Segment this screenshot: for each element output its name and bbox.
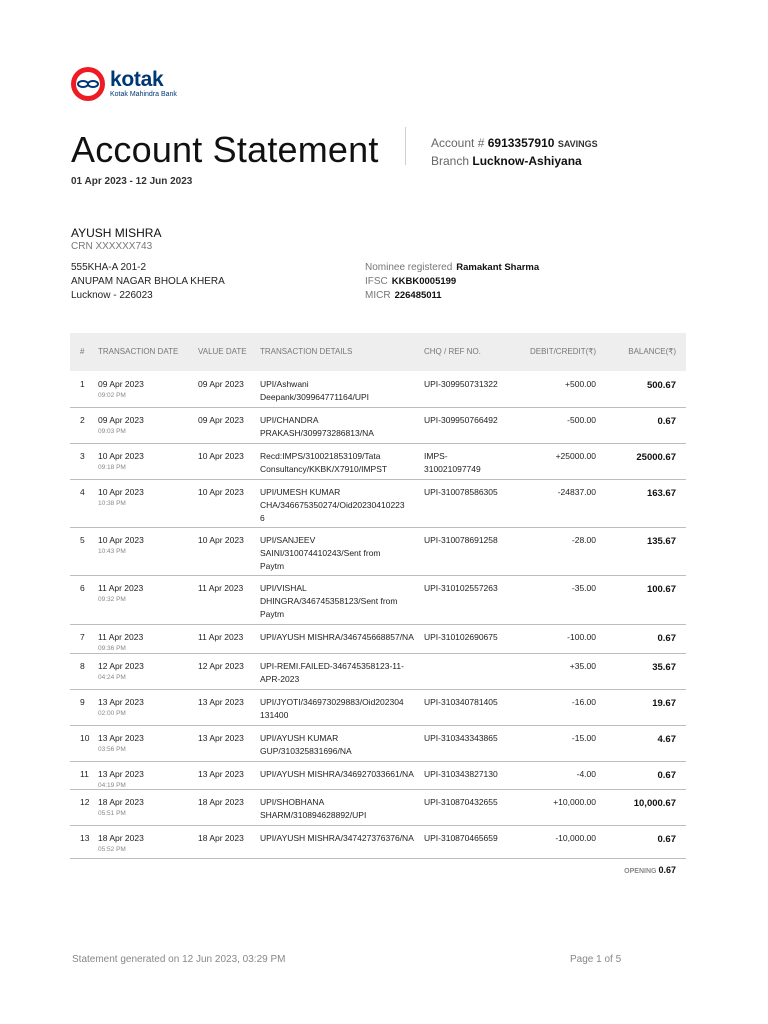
details-line: DHINGRA/346745358123/Sent from bbox=[260, 596, 398, 606]
account-info bbox=[431, 136, 598, 150]
ref-number bbox=[424, 582, 498, 595]
ref-number bbox=[424, 696, 498, 709]
value-date: 13 Apr 2023 bbox=[198, 769, 244, 779]
bank-logo bbox=[71, 67, 177, 101]
table-row bbox=[70, 689, 686, 726]
transaction-date-text: 13 Apr 2023 bbox=[98, 769, 144, 779]
value-date: 11 Apr 2023 bbox=[198, 632, 244, 642]
header-divider bbox=[405, 127, 406, 165]
col-header-ref: CHQ / REF NO. bbox=[424, 347, 481, 356]
transaction-time: 02:00 PM bbox=[98, 710, 126, 717]
branch-label: Branch bbox=[431, 154, 470, 168]
transaction-details bbox=[260, 796, 424, 822]
transaction-date bbox=[98, 378, 144, 400]
ref-line: UPI-310102690675 bbox=[424, 632, 498, 642]
col-header-transaction-date: TRANSACTION DATE bbox=[98, 347, 179, 356]
micr-info bbox=[365, 290, 442, 301]
transaction-details bbox=[260, 534, 424, 573]
details-line: CHA/346675350274/Oid20230410223 bbox=[260, 500, 405, 510]
transaction-date-text: 12 Apr 2023 bbox=[98, 661, 144, 671]
transaction-date bbox=[98, 732, 144, 754]
row-number: 4 bbox=[80, 487, 85, 497]
debit-credit-amount: +500.00 bbox=[565, 379, 596, 389]
statement-period: 01 Apr 2023 - 12 Jun 2023 bbox=[71, 176, 193, 187]
value-date: 18 Apr 2023 bbox=[198, 797, 244, 807]
details-line: UPI/AYUSH KUMAR bbox=[260, 733, 339, 743]
details-line: Recd:IMPS/310021853109/Tata bbox=[260, 451, 381, 461]
ref-line: UPI-310340781405 bbox=[424, 697, 498, 707]
transaction-details bbox=[260, 582, 424, 621]
ref-line: 310021097749 bbox=[424, 464, 481, 474]
debit-credit-amount: -15.00 bbox=[571, 733, 596, 743]
value-date: 10 Apr 2023 bbox=[198, 487, 244, 497]
details-line: 131400 bbox=[260, 710, 289, 720]
ref-number bbox=[424, 450, 481, 476]
table-row bbox=[70, 407, 686, 444]
ref-number bbox=[424, 378, 498, 391]
row-number: 6 bbox=[80, 583, 85, 593]
ref-line: IMPS- bbox=[424, 451, 448, 461]
transaction-date bbox=[98, 534, 144, 556]
balance-amount: 0.67 bbox=[657, 770, 676, 781]
ref-number bbox=[424, 631, 498, 644]
details-line: UPI/VISHAL bbox=[260, 583, 307, 593]
ref-line: UPI-310078691258 bbox=[424, 535, 498, 545]
value-date: 10 Apr 2023 bbox=[198, 535, 244, 545]
row-number: 3 bbox=[80, 451, 85, 461]
transaction-date-text: 13 Apr 2023 bbox=[98, 697, 144, 707]
row-number: 7 bbox=[80, 632, 85, 642]
balance-amount: 4.67 bbox=[657, 734, 676, 745]
table-header bbox=[70, 333, 686, 371]
account-type: SAVINGS bbox=[557, 139, 598, 149]
transaction-time: 04:24 PM bbox=[98, 674, 126, 681]
table-row bbox=[70, 624, 686, 654]
balance-amount: 19.67 bbox=[652, 698, 676, 709]
page-title: Account Statement bbox=[71, 129, 379, 170]
details-line: Consultancy/KKBK/X7910/IMPST bbox=[260, 464, 388, 474]
debit-credit-amount: +10,000.00 bbox=[553, 797, 596, 807]
col-header-value-date: VALUE DATE bbox=[198, 347, 247, 356]
table-row bbox=[70, 725, 686, 762]
details-line: Paytm bbox=[260, 609, 285, 619]
table-row bbox=[70, 479, 686, 528]
transaction-date bbox=[98, 486, 144, 508]
opening-balance bbox=[624, 865, 676, 875]
debit-credit-amount: -24837.00 bbox=[557, 487, 596, 497]
details-line: SAINI/310074410243/Sent from bbox=[260, 548, 381, 558]
transaction-date bbox=[98, 631, 143, 653]
transaction-details bbox=[260, 414, 424, 440]
transaction-time: 04:19 PM bbox=[98, 782, 126, 789]
value-date: 13 Apr 2023 bbox=[198, 697, 244, 707]
ifsc-label: IFSC bbox=[365, 276, 388, 287]
page-indicator: Page 1 of 5 bbox=[570, 954, 622, 965]
table-row bbox=[70, 761, 686, 790]
transaction-time: 10:43 PM bbox=[98, 548, 126, 555]
balance-amount: 10,000.67 bbox=[633, 798, 676, 809]
transaction-date-text: 13 Apr 2023 bbox=[98, 733, 144, 743]
row-number: 8 bbox=[80, 661, 85, 671]
ref-line: UPI-309950766492 bbox=[424, 415, 498, 425]
row-number: 2 bbox=[80, 415, 85, 425]
value-date: 18 Apr 2023 bbox=[198, 833, 244, 843]
balance-amount: 0.67 bbox=[657, 416, 676, 427]
row-number: 12 bbox=[80, 797, 90, 807]
value-date: 13 Apr 2023 bbox=[198, 733, 244, 743]
ifsc-value: KKBK0005199 bbox=[391, 276, 457, 287]
transaction-details bbox=[260, 450, 424, 476]
branch-info bbox=[431, 154, 582, 168]
ref-number bbox=[424, 486, 498, 499]
debit-credit-amount: -35.00 bbox=[571, 583, 596, 593]
debit-credit-amount: -28.00 bbox=[571, 535, 596, 545]
details-line: UPI/CHANDRA bbox=[260, 415, 319, 425]
debit-credit-amount: -10,000.00 bbox=[555, 833, 596, 843]
table-row bbox=[70, 653, 686, 690]
balance-amount: 25000.67 bbox=[636, 452, 676, 463]
debit-credit-amount: -16.00 bbox=[571, 697, 596, 707]
transaction-date-text: 11 Apr 2023 bbox=[98, 583, 144, 593]
table-row bbox=[70, 789, 686, 826]
details-line: UPI/JYOTI/346973029883/Oid202304 bbox=[260, 697, 404, 707]
opening-label: OPENING bbox=[624, 868, 657, 875]
details-line: UPI-REMI.FAILED-346745358123-11- bbox=[260, 661, 404, 671]
value-date: 09 Apr 2023 bbox=[198, 415, 244, 425]
details-line: UPI/UMESH KUMAR bbox=[260, 487, 341, 497]
transaction-details bbox=[260, 732, 424, 758]
details-line: UPI/AYUSH MISHRA/346745668857/NA bbox=[260, 632, 414, 642]
transaction-details bbox=[260, 486, 424, 525]
transaction-details bbox=[260, 832, 424, 845]
transaction-details bbox=[260, 631, 424, 644]
account-number: 6913357910 bbox=[487, 136, 555, 150]
debit-credit-amount: -500.00 bbox=[567, 415, 596, 425]
row-number: 1 bbox=[80, 379, 85, 389]
row-number: 5 bbox=[80, 535, 85, 545]
balance-amount: 0.67 bbox=[657, 834, 676, 845]
transaction-time: 09:36 PM bbox=[98, 645, 126, 652]
col-header-balance: BALANCE(₹) bbox=[628, 347, 676, 356]
transaction-date-text: 10 Apr 2023 bbox=[98, 451, 144, 461]
ref-number bbox=[424, 732, 498, 745]
transaction-time: 09:03 PM bbox=[98, 428, 126, 435]
transaction-date bbox=[98, 696, 144, 718]
address-line-2: ANUPAM NAGAR BHOLA KHERA bbox=[71, 276, 225, 287]
account-label: Account # bbox=[431, 136, 485, 150]
transaction-date bbox=[98, 414, 144, 436]
transaction-time: 03:56 PM bbox=[98, 746, 126, 753]
details-line: PRAKASH/309973286813/NA bbox=[260, 428, 374, 438]
details-line: Paytm bbox=[260, 561, 285, 571]
nominee-info bbox=[365, 262, 539, 273]
table-row bbox=[70, 527, 686, 576]
transaction-date-text: 18 Apr 2023 bbox=[98, 833, 144, 843]
table-row bbox=[70, 371, 686, 408]
row-number: 11 bbox=[80, 769, 89, 779]
transaction-date bbox=[98, 660, 144, 682]
transaction-date-text: 10 Apr 2023 bbox=[98, 487, 144, 497]
ref-number bbox=[424, 832, 498, 845]
transaction-date bbox=[98, 832, 144, 854]
details-line: UPI/AYUSH MISHRA/347427376376/NA bbox=[260, 833, 414, 843]
address-line-1: 555KHA-A 201-2 bbox=[71, 262, 147, 273]
row-number: 9 bbox=[80, 697, 85, 707]
details-line: UPI/SANJEEV bbox=[260, 535, 316, 545]
details-line: APR-2023 bbox=[260, 674, 300, 684]
transaction-date-text: 09 Apr 2023 bbox=[98, 379, 144, 389]
ref-line: UPI-310343827130 bbox=[424, 769, 498, 779]
logo-subtitle: Kotak Mahindra Bank bbox=[110, 90, 177, 98]
balance-amount: 163.67 bbox=[646, 488, 676, 499]
generated-note: Statement generated on 12 Jun 2023, 03:29 PM bbox=[72, 954, 286, 965]
ref-line: UPI-310343343865 bbox=[424, 733, 498, 743]
transaction-time: 05:51 PM bbox=[98, 810, 126, 817]
opening-value: 0.67 bbox=[658, 865, 676, 875]
micr-label: MICR bbox=[365, 290, 391, 301]
transaction-details bbox=[260, 696, 424, 722]
micr-value: 226485011 bbox=[394, 290, 442, 301]
transaction-date bbox=[98, 582, 143, 604]
transaction-details bbox=[260, 660, 424, 686]
debit-credit-amount: +35.00 bbox=[569, 661, 596, 671]
balance-amount: 0.67 bbox=[657, 633, 676, 644]
nominee-label: Nominee registered bbox=[365, 262, 453, 273]
details-line: 6 bbox=[260, 513, 265, 523]
address-line-3: Lucknow - 226023 bbox=[71, 290, 153, 301]
value-date: 11 Apr 2023 bbox=[198, 583, 244, 593]
debit-credit-amount: -100.00 bbox=[567, 632, 596, 642]
ifsc-info bbox=[365, 276, 456, 287]
nominee-value: Ramakant Sharma bbox=[456, 262, 540, 273]
balance-amount: 35.67 bbox=[652, 662, 676, 673]
value-date: 09 Apr 2023 bbox=[198, 379, 244, 389]
ref-line: UPI-310870432655 bbox=[424, 797, 498, 807]
ref-line: UPI-310102557263 bbox=[424, 583, 498, 593]
transaction-details bbox=[260, 768, 424, 781]
details-line: UPI/Ashwani bbox=[260, 379, 309, 389]
ref-number bbox=[424, 768, 498, 781]
customer-crn: CRN XXXXXX743 bbox=[71, 241, 153, 252]
col-header-number: # bbox=[80, 347, 85, 356]
customer-name: AYUSH MISHRA bbox=[71, 226, 162, 240]
transaction-date bbox=[98, 768, 144, 790]
ref-number bbox=[424, 414, 498, 427]
ref-line: UPI-310870465659 bbox=[424, 833, 498, 843]
table-row bbox=[70, 825, 686, 859]
balance-amount: 500.67 bbox=[646, 380, 676, 391]
ref-line: UPI-309950731322 bbox=[424, 379, 498, 389]
transaction-time: 05:52 PM bbox=[98, 846, 126, 853]
details-line: UPI/AYUSH MISHRA/346927033661/NA bbox=[260, 769, 414, 779]
col-header-debit-credit: DEBIT/CREDIT(₹) bbox=[530, 347, 596, 356]
details-line: Deepank/309964771164/UPI bbox=[260, 392, 370, 402]
ref-number bbox=[424, 534, 498, 547]
value-date: 12 Apr 2023 bbox=[198, 661, 244, 671]
transaction-date bbox=[98, 450, 144, 472]
row-number: 13 bbox=[80, 833, 90, 843]
debit-credit-amount: -4.00 bbox=[576, 769, 596, 779]
branch-name: Lucknow-Ashiyana bbox=[472, 154, 582, 168]
transaction-time: 10:38 PM bbox=[98, 500, 126, 507]
debit-credit-amount: +25000.00 bbox=[555, 451, 596, 461]
value-date: 10 Apr 2023 bbox=[198, 451, 244, 461]
transaction-time: 09:02 PM bbox=[98, 392, 126, 399]
transaction-details bbox=[260, 378, 424, 404]
balance-amount: 135.67 bbox=[646, 536, 676, 547]
logo-name: kotak bbox=[110, 67, 164, 91]
table-row bbox=[70, 575, 686, 625]
transaction-date-text: 09 Apr 2023 bbox=[98, 415, 144, 425]
ref-line: UPI-310078586305 bbox=[424, 487, 498, 497]
table-row bbox=[70, 443, 686, 480]
details-line: GUP/310325831696/NA bbox=[260, 746, 352, 756]
transaction-date-text: 11 Apr 2023 bbox=[98, 632, 144, 642]
ref-number bbox=[424, 796, 498, 809]
transaction-time: 09:18 PM bbox=[98, 464, 126, 471]
transaction-date-text: 18 Apr 2023 bbox=[98, 797, 144, 807]
transaction-date-text: 10 Apr 2023 bbox=[98, 535, 144, 545]
kotak-logo-icon bbox=[71, 67, 105, 101]
transaction-date bbox=[98, 796, 144, 818]
balance-amount: 100.67 bbox=[646, 584, 676, 595]
col-header-details: TRANSACTION DETAILS bbox=[260, 347, 353, 356]
transaction-time: 09:32 PM bbox=[98, 596, 126, 603]
row-number: 10 bbox=[80, 733, 90, 743]
details-line: UPI/SHOBHANA bbox=[260, 797, 325, 807]
details-line: SHARM/310894628892/UPI bbox=[260, 810, 367, 820]
